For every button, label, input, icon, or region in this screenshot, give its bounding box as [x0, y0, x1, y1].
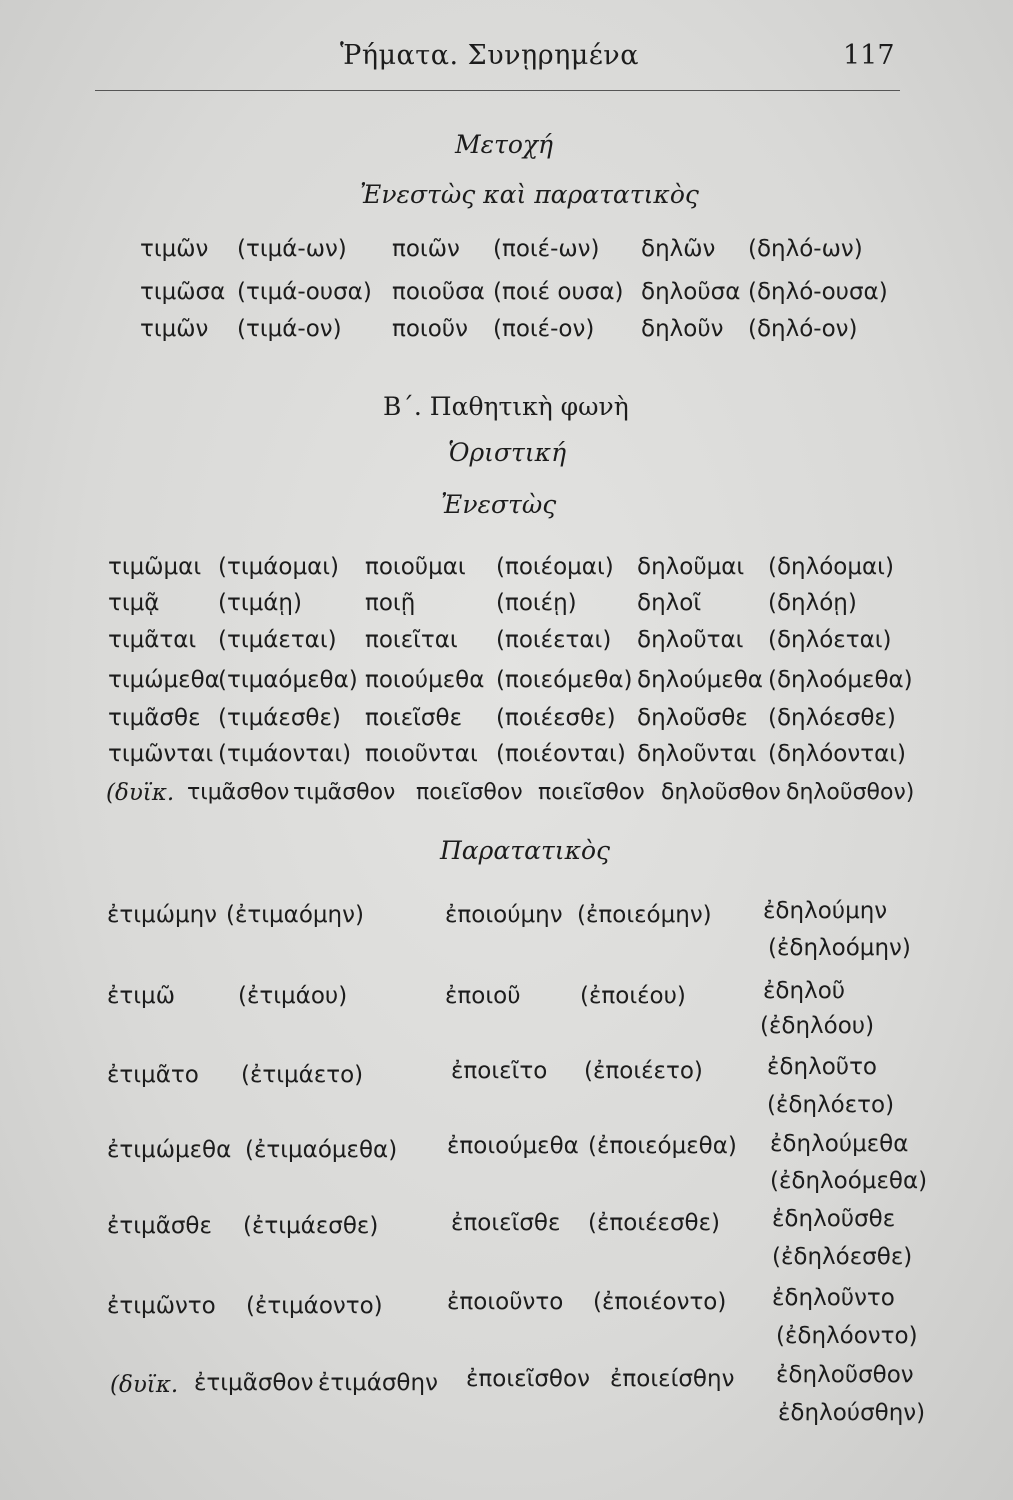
- metoche-cell: (τιμά-ουσα): [237, 279, 372, 305]
- passive-cell: (δηλόεσθε): [768, 705, 896, 731]
- running-title: Ῥήματα. Συνῃρημένα: [340, 40, 639, 71]
- passive-cell: (τιμάομαι): [218, 554, 340, 580]
- dual-form: τιμᾶσθον: [187, 780, 290, 805]
- parat-cell: (ἐτιμάοντο): [246, 1293, 383, 1319]
- passive-cell: (ποιεόμεθα): [496, 667, 633, 693]
- parat-cell: ἐδηλοῦτο: [767, 1054, 877, 1080]
- passive-cell: ποιοῦμαι: [365, 554, 466, 580]
- parat-cell: ἐδηλούμεθα: [770, 1131, 909, 1157]
- parat-cell: ἐτιμώμην: [107, 902, 218, 928]
- parat-cell: ἐποιοῦντο: [447, 1289, 564, 1315]
- parat-cell: (ἐδηλόου): [760, 1013, 875, 1039]
- parat-cell: (ἐδηλόετο): [767, 1092, 895, 1118]
- metoche-cell: (ποιέ ουσα): [493, 279, 624, 305]
- metoche-cell: ποιοῦσα: [392, 279, 485, 305]
- dual-form: δηλοῦσθον): [786, 780, 915, 805]
- parat-cell: (ἐδηλόεσθε): [772, 1244, 913, 1270]
- parat-cell: (ἐποιέεσθε): [588, 1210, 721, 1236]
- page-number: 117: [843, 40, 895, 71]
- passive-cell: (δηλόομαι): [768, 554, 894, 580]
- metoche-cell: δηλοῦν: [641, 316, 724, 342]
- passive-cell: (τιμάονται): [218, 741, 352, 767]
- passive-cell: (ποιέεται): [496, 627, 612, 653]
- parat-cell: ἐτιμῶ: [107, 983, 175, 1009]
- parat-cell: ἐποιούμην: [445, 902, 563, 928]
- parat-cell: ἐδηλοῦντο: [772, 1285, 895, 1311]
- parat-cell: (ἐτιμάου): [238, 983, 348, 1009]
- passive-cell: (δηλοόμεθα): [768, 667, 913, 693]
- parat-cell: (ἐποιεόμεθα): [588, 1133, 737, 1159]
- section-heading-passive: Β΄. Παθητικὴ φωνὴ: [383, 392, 629, 421]
- dual-form: ποιεῖσθον: [416, 780, 523, 805]
- parat-cell: ἐτιμώμεθα: [107, 1137, 232, 1163]
- parat-cell: (ἐδηλοόμην): [768, 935, 911, 961]
- metoche-cell: ποιοῦν: [392, 316, 468, 342]
- mood-heading: Ὁριστική: [448, 438, 567, 467]
- tense-heading: Ἐνεστὼς: [441, 490, 557, 519]
- passive-cell: (ποιέομαι): [496, 554, 614, 580]
- parat-cell: ἐτιμᾶσθε: [107, 1213, 212, 1239]
- passive-cell: ποιεῖται: [365, 627, 458, 653]
- parat-cell: (ἐτιμαόμεθα): [245, 1137, 398, 1163]
- dual-form: ἐποιείσθην: [610, 1366, 735, 1392]
- passive-cell: τιμώμεθα: [108, 667, 220, 693]
- parat-cell: (ἐποιέοντο): [593, 1289, 727, 1315]
- dual-form: τιμᾶσθον: [293, 780, 396, 805]
- parat-cell: (ἐτιμαόμην): [226, 902, 364, 928]
- metoche-cell: (δηλό-ουσα): [748, 279, 888, 305]
- passive-cell: (δηλόεται): [768, 627, 892, 653]
- passive-cell: (δηλόονται): [768, 741, 906, 767]
- metoche-cell: τιμῶν: [140, 236, 209, 262]
- dual-label: (δυϊκ.: [110, 1372, 179, 1398]
- section-heading-metoche: Μετοχή: [455, 130, 554, 159]
- parat-cell: (ἐδηλόοντο): [776, 1323, 918, 1349]
- passive-cell: (ποιέονται): [496, 741, 626, 767]
- passive-cell: δηλοῦμαι: [637, 554, 745, 580]
- passive-cell: δηλοῦνται: [637, 741, 757, 767]
- dual-form: ἐτιμᾶσθον: [194, 1370, 314, 1396]
- passive-cell: δηλοῖ: [637, 590, 702, 616]
- dual-form: ἐποιεῖσθον: [466, 1366, 590, 1392]
- metoche-cell: (δηλό-ον): [748, 316, 858, 342]
- parat-cell: (ἐτιμάεσθε): [243, 1213, 379, 1239]
- metoche-cell: δηλῶν: [641, 236, 716, 262]
- passive-cell: δηλοῦσθε: [637, 705, 748, 731]
- metoche-cell: τιμῶσα: [140, 279, 226, 305]
- parat-cell: (ἐτιμάετο): [241, 1062, 364, 1088]
- parat-cell: (ἐποιεόμην): [577, 902, 712, 928]
- parat-cell: ἐτιμῶντο: [107, 1293, 216, 1319]
- passive-cell: (δηλόῃ): [768, 590, 857, 616]
- dual-form: ποιεῖσθον: [538, 780, 645, 805]
- parat-cell: ἐποιοῦ: [445, 983, 521, 1009]
- passive-cell: τιμῶμαι: [108, 554, 202, 580]
- metoche-cell: δηλοῦσα: [641, 279, 741, 305]
- parat-cell: ἐποιεῖσθε: [451, 1210, 561, 1236]
- metoche-cell: (τιμά-ων): [237, 236, 347, 262]
- passive-cell: (τιμάεσθε): [218, 705, 341, 731]
- passive-cell: δηλοῦται: [637, 627, 744, 653]
- passive-cell: ποιεῖσθε: [365, 705, 462, 731]
- metoche-cell: ποιῶν: [392, 236, 460, 262]
- parat-cell: ἐδηλοῦ: [763, 978, 846, 1004]
- parat-cell: ἐδηλούμην: [763, 898, 888, 924]
- passive-cell: (τιμάεται): [218, 627, 337, 653]
- metoche-cell: (ποιέ-ον): [493, 316, 595, 342]
- metoche-cell: τιμῶν: [140, 316, 209, 342]
- section-subheading-metoche: Ἐνεστὼς καὶ παρατατικὸς: [360, 180, 699, 209]
- passive-cell: ποιούμεθα: [365, 667, 485, 693]
- metoche-cell: (τιμά-ον): [237, 316, 342, 342]
- metoche-cell: (ποιέ-ων): [493, 236, 600, 262]
- passive-cell: τιμᾶται: [108, 627, 197, 653]
- parat-cell: ἐτιμᾶτο: [107, 1062, 199, 1088]
- passive-cell: τιμῶνται: [108, 741, 214, 767]
- parat-cell: (ἐποιέετο): [584, 1058, 703, 1084]
- dual-form: ἐδηλούσθην): [778, 1400, 926, 1426]
- passive-cell: (ποιέεσθε): [496, 705, 616, 731]
- passive-cell: τιμᾶσθε: [108, 705, 201, 731]
- dual-form: δηλοῦσθον: [661, 780, 781, 805]
- section-heading-paratatikos: Παρατατικὸς: [440, 836, 611, 865]
- parat-cell: (ἐποιέου): [580, 983, 686, 1009]
- passive-cell: ποιῇ: [365, 590, 416, 616]
- passive-cell: (τιμαόμεθα): [218, 667, 358, 693]
- parat-cell: ἐδηλοῦσθε: [772, 1206, 896, 1232]
- passive-cell: δηλούμεθα: [637, 667, 763, 693]
- dual-label: (δυϊκ.: [106, 780, 175, 806]
- passive-cell: (τιμάῃ): [218, 590, 302, 616]
- parat-cell: (ἐδηλοόμεθα): [770, 1168, 928, 1194]
- header-rule: [95, 90, 900, 91]
- parat-cell: ἐποιούμεθα: [447, 1133, 579, 1159]
- metoche-cell: (δηλό-ων): [748, 236, 863, 262]
- dual-form: ἐδηλοῦσθον: [776, 1362, 914, 1388]
- passive-cell: (ποιέῃ): [496, 590, 577, 616]
- dual-form: ἐτιμάσθην: [318, 1370, 438, 1396]
- passive-cell: ποιοῦνται: [365, 741, 478, 767]
- passive-cell: τιμᾷ: [108, 590, 160, 616]
- parat-cell: ἐποιεῖτο: [451, 1058, 548, 1084]
